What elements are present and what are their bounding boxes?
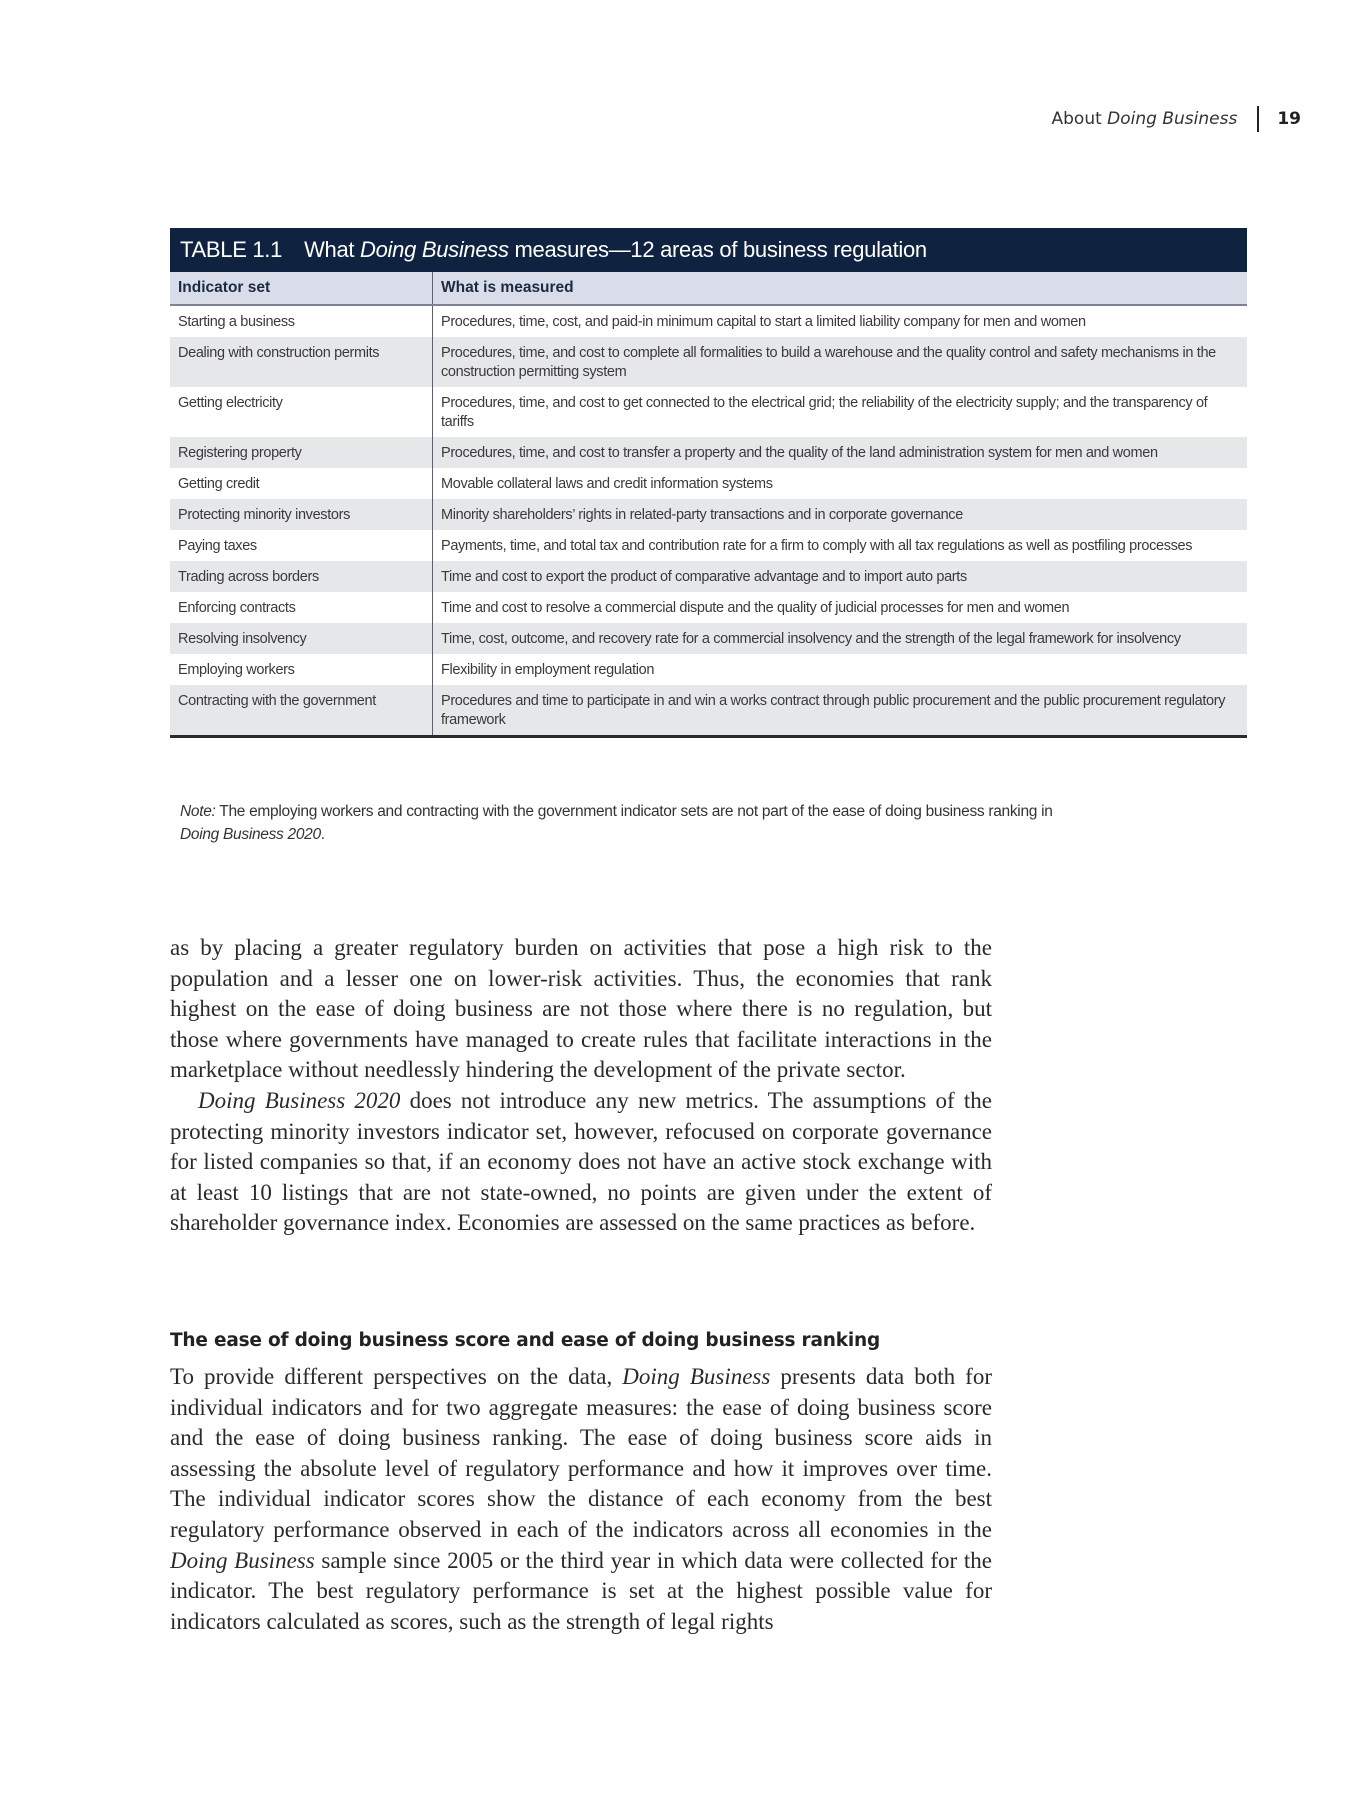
table-row	[170, 685, 1247, 737]
indicator-cell: Getting credit	[170, 468, 433, 499]
table-row	[170, 654, 1247, 685]
table-row	[170, 592, 1247, 623]
table-1-1	[170, 228, 1247, 738]
table-caption	[304, 237, 927, 263]
table-row	[170, 499, 1247, 530]
table-header-row	[170, 272, 1247, 305]
paragraph-2	[170, 1086, 992, 1239]
table-row	[170, 305, 1247, 337]
section-heading: The ease of doing business score and ease of doing business ranking	[170, 1330, 880, 1351]
indicator-cell: Trading across borders	[170, 561, 433, 592]
table-row	[170, 530, 1247, 561]
measures-table	[170, 272, 1247, 738]
running-head-italic: Doing Business	[1107, 109, 1238, 129]
paragraph-1: as by placing a greater regulatory burden on activities that pose a high risk to the population and a lesser one on lower-risk activities. Thus, the economies that rank highest on the ease of doing business are not those where there is no regulation, but those where governments have managed to create rules that facilitate interactions in the marketplace without needlessly hindering the development of the private sector.	[170, 935, 992, 1083]
running-head-prefix: About	[1051, 109, 1108, 129]
table-caption-prefix: What	[304, 237, 361, 262]
measured-cell: Time and cost to resolve a commercial dispute and the quality of judicial processes for men and women	[441, 600, 1070, 616]
paragraph-3-c: sample since 2005 or the third year in which data were collected for the indicator. The best regulatory performance is set at the highest possible value for indicators calculated as scores, such as the strength of legal rights	[170, 1547, 992, 1634]
running-head-separator	[1257, 106, 1259, 132]
paragraph-3-italic-2: Doing Business	[170, 1547, 315, 1573]
paragraph-3-a: To provide different perspectives on the data,	[170, 1364, 623, 1389]
measured-cell: Procedures, time, cost, and paid-in minimum capital to start a limited liability company for men and women	[441, 314, 1086, 330]
measured-cell: Flexibility in employment regulation	[441, 662, 655, 678]
indicator-cell: Contracting with the government	[170, 685, 433, 737]
indicator-cell: Starting a business	[170, 305, 433, 337]
column-header-indicator-set: Indicator set	[170, 272, 433, 305]
measured-cell: Time, cost, outcome, and recovery rate for a commercial insolvency and the strength of the legal framework for insolvency	[433, 623, 1248, 654]
page-number: 19	[1277, 109, 1301, 129]
measured-cell: Procedures and time to participate in and win a works contract through public procurement and the public procurement regulatory framework	[433, 685, 1248, 737]
table-row	[170, 623, 1247, 654]
paragraph-3-italic-1: Doing Business	[622, 1364, 771, 1389]
paragraph-2-italic: Doing Business 2020	[198, 1087, 401, 1113]
indicator-cell: Registering property	[170, 437, 433, 468]
indicator-cell: Getting electricity	[170, 387, 433, 437]
table-caption-italic: Doing Business	[360, 237, 509, 262]
note-end: .	[320, 826, 325, 843]
running-head-title	[1052, 109, 1238, 129]
indicator-cell: Dealing with construction permits	[170, 337, 433, 387]
measured-cell: Minority shareholders’ rights in related-party transactions and in corporate governance	[433, 499, 1248, 530]
paragraph-3-b: presents data both for individual indicators and for two aggregate measures: the ease of doing business score and the ease of doing business ranking. The ease of doing business score aids in assessing the absolute level of regulatory performance and how it improves over time. The individual indicator scores show the distance of each economy from the best regulatory performance observed in each of the indicators across all economies in the	[170, 1364, 992, 1542]
table-row	[170, 337, 1247, 387]
running-head	[1052, 106, 1302, 132]
table-title	[170, 228, 1247, 272]
body-paragraphs-2	[170, 1362, 992, 1637]
note-label: Note:	[180, 803, 216, 820]
table-body	[170, 305, 1247, 737]
table-caption-suffix: measures—12 areas of business regulation	[508, 237, 927, 262]
note-text: The employing workers and contracting with the government indicator sets are not part of the ease of doing business ranking in	[215, 803, 1053, 820]
table-note	[180, 800, 1180, 846]
table-number: TABLE 1.1	[180, 237, 283, 262]
measured-cell: Payments, time, and total tax and contribution rate for a firm to comply with all tax regulations as well as postfiling processes	[441, 538, 1193, 554]
table-row	[170, 387, 1247, 437]
body-paragraphs-1	[170, 933, 992, 1239]
measured-cell: Movable collateral laws and credit information systems	[441, 476, 773, 492]
note-italic-tail: Doing Business 2020	[180, 826, 321, 843]
table-row	[170, 561, 1247, 592]
indicator-cell: Paying taxes	[170, 530, 433, 561]
measured-cell: Time and cost to export the product of comparative advantage and to import auto parts	[433, 561, 1248, 592]
column-header-what-is-measured: What is measured	[433, 272, 1248, 305]
indicator-cell: Protecting minority investors	[170, 499, 433, 530]
table-row	[170, 437, 1247, 468]
paragraph-2-text: does not introduce any new metrics. The assumptions of the protecting minority investors indicator set, however, refocused on corporate governance for listed companies so that, if an economy does not have an active stock exchange with at least 10 listings that are not state-owned, no points are given under the extent of shareholder governance index. Economies are assessed on the same practices as before.	[170, 1087, 993, 1236]
indicator-cell: Resolving insolvency	[170, 623, 433, 654]
indicator-cell: Enforcing contracts	[170, 592, 433, 623]
paragraph-3	[170, 1362, 992, 1637]
measured-cell: Procedures, time, and cost to complete all formalities to build a warehouse and the quality control and safety mechanisms in the construction permitting system	[433, 337, 1248, 387]
table-row	[170, 468, 1247, 499]
measured-cell: Procedures, time, and cost to get connected to the electrical grid; the reliability of the electricity supply; and the transparency of tariffs	[441, 395, 1208, 430]
indicator-cell: Employing workers	[170, 654, 433, 685]
measured-cell: Procedures, time, and cost to transfer a property and the quality of the land administration system for men and women	[433, 437, 1248, 468]
